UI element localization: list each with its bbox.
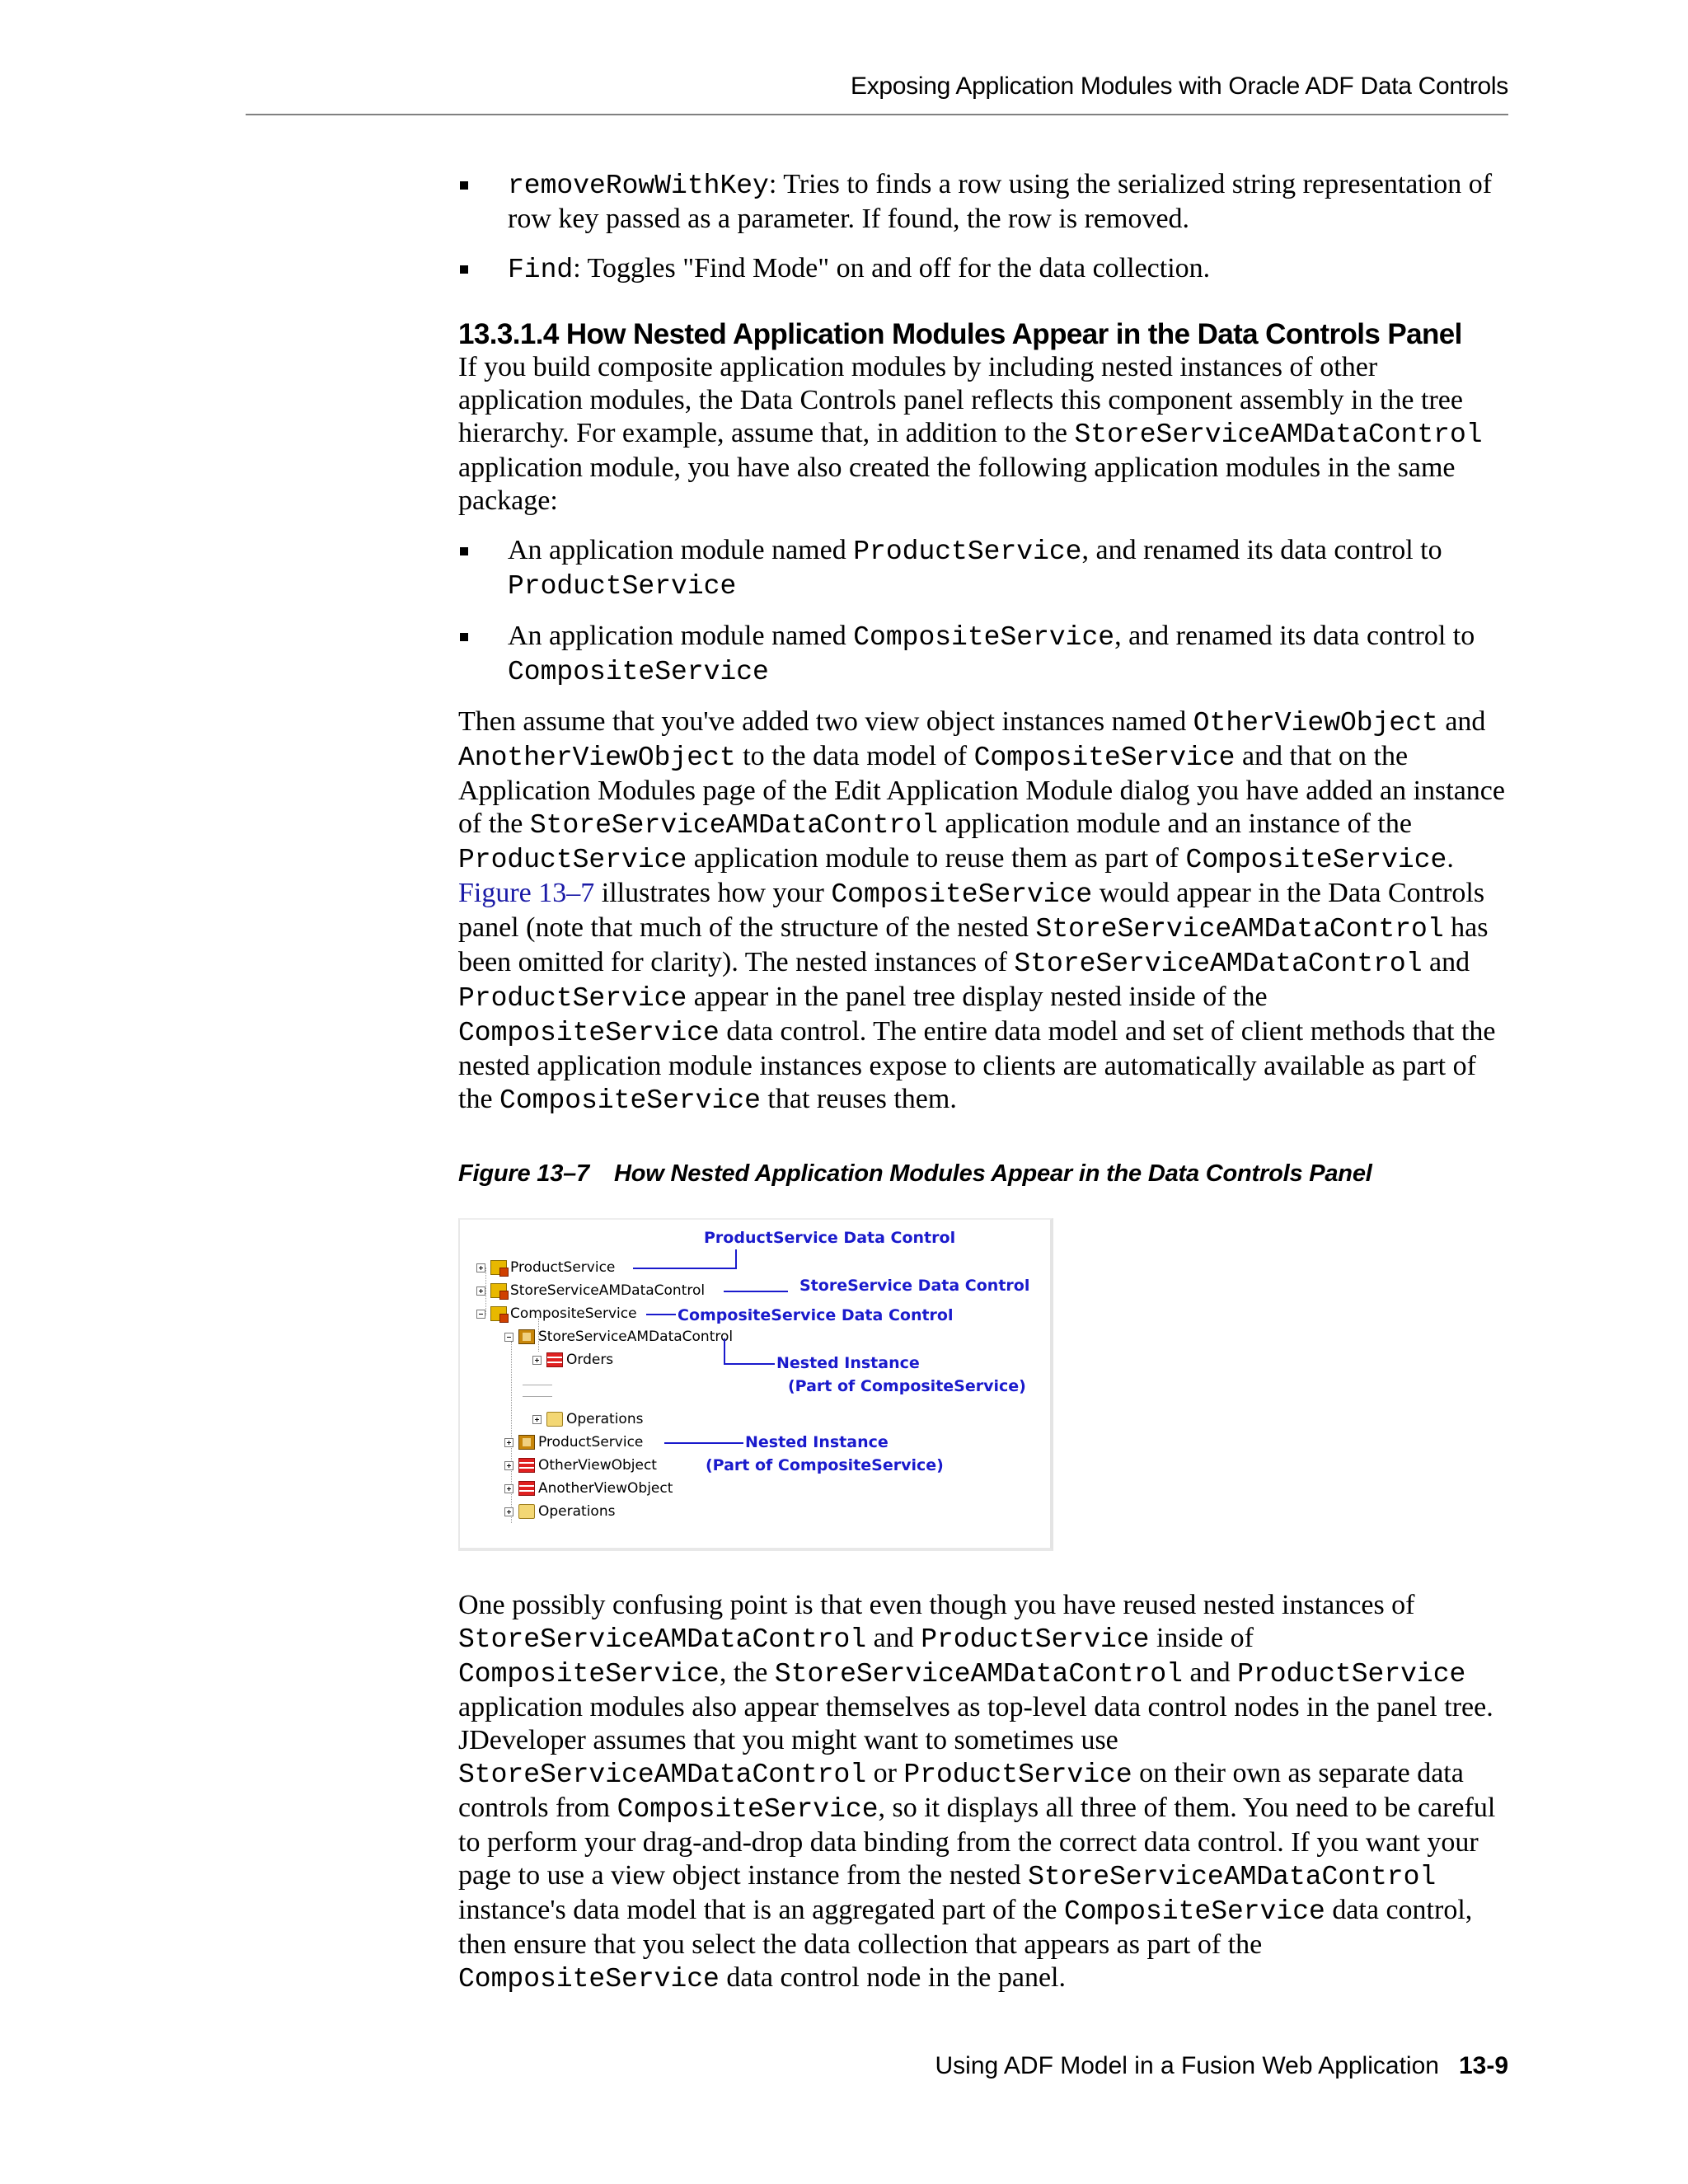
code-term: StoreServiceAMDataControl <box>774 1659 1183 1690</box>
header-rule <box>246 114 1508 115</box>
code-term: StoreServiceAMDataControl <box>458 1760 867 1790</box>
data-control-icon <box>490 1283 507 1298</box>
callout-nested-1: Nested Instance <box>776 1354 920 1372</box>
text-run: , so it displays all three of them. You need to be careful to perform your drag-and-drop data binding from the correct data control. If you want your page to use a view object instance from the nested <box>458 1793 1496 1891</box>
folder-icon <box>546 1412 563 1427</box>
tree-node-other-view-object[interactable] <box>504 1455 657 1475</box>
code-term: CompositeService <box>499 1085 761 1116</box>
callout-line <box>724 1338 725 1363</box>
tree-node-operations[interactable] <box>504 1502 615 1521</box>
text-run: and <box>1183 1657 1238 1688</box>
code-term: ProductService <box>458 845 687 875</box>
code-term: ProductService <box>853 537 1082 567</box>
bullet-square-icon <box>460 547 468 555</box>
tree-node-composite-service[interactable] <box>476 1304 637 1324</box>
code-term: StoreServiceAMDataControl <box>1035 914 1444 944</box>
text-run: that reuses them. <box>760 1084 957 1114</box>
data-control-icon <box>490 1260 507 1275</box>
callout-nested-1-detail: (Part of CompositeService) <box>788 1377 1026 1395</box>
text-run: to the data model of <box>735 741 974 771</box>
code-term: CompositeService <box>973 743 1236 773</box>
code-term: StoreServiceAMDataControl <box>458 1624 867 1655</box>
tree-node-store-service[interactable] <box>476 1281 705 1301</box>
callout-line <box>724 1291 788 1292</box>
tree-node-orders[interactable] <box>532 1350 613 1370</box>
application-module-icon <box>518 1435 535 1450</box>
tree-node-label: ProductService <box>538 1434 644 1451</box>
callout-product-dc: ProductService Data Control <box>704 1229 956 1247</box>
running-header: Exposing Application Modules with Oracle ADF Data Controls <box>851 73 1508 100</box>
code-term: StoreServiceAMDataControl <box>1074 419 1483 450</box>
expand-icon[interactable] <box>504 1438 513 1447</box>
figure-title: How Nested Application Modules Appear in the Data Controls Panel <box>614 1160 1372 1187</box>
figure-link[interactable]: Figure 13–7 <box>458 878 595 908</box>
callout-composite-dc: CompositeService Data Control <box>678 1306 954 1324</box>
callout-line <box>735 1249 737 1268</box>
view-object-icon <box>546 1352 563 1367</box>
page-footer <box>935 2052 1508 2080</box>
code-term: ProductService <box>903 1760 1132 1790</box>
tree-node-label: OtherViewObject <box>538 1457 657 1474</box>
tree-node-nested-product[interactable] <box>504 1432 643 1452</box>
tree-node-label: AnotherViewObject <box>538 1480 673 1497</box>
callout-line <box>646 1314 676 1315</box>
text-run: application modules also appear themselves as top-level data control nodes in the panel tree. JDeveloper assumes that you might want to sometimes use <box>458 1692 1493 1755</box>
code-term: CompositeService <box>458 1964 720 1994</box>
folder-icon <box>518 1504 535 1519</box>
tree-node-label: ProductService <box>510 1259 616 1276</box>
text-run: If you build composite application modules by including nested instances of other application modules, the Data Controls panel reflects this component assembly in the tree hierarchy. For example, assume that, in addition to the <box>458 352 1463 448</box>
figure-caption <box>458 1159 1508 1188</box>
code-term: CompositeService <box>1185 845 1447 875</box>
tree-node-label: CompositeService <box>510 1305 637 1322</box>
bullet-text: : Tries to finds a row using the serialized string representation of row key passed as a parameter. If found, the row is removed. <box>508 169 1493 234</box>
bullet-item <box>458 252 1508 287</box>
code-term: Find <box>508 255 574 285</box>
code-term: ProductService <box>921 1624 1150 1655</box>
code-term: CompositeService <box>508 657 769 687</box>
collapse-icon[interactable] <box>504 1333 513 1342</box>
callout-line <box>724 1363 775 1365</box>
text-run: data control, then ensure that you select the data collection that appears as part of the <box>458 1895 1473 1960</box>
text-run: appear in the panel tree display nested inside of the <box>687 982 1268 1012</box>
text-run: has been omitted for clarity). The nested instances of <box>458 912 1489 977</box>
footer-title: Using ADF Model in a Fusion Web Application <box>935 2052 1439 2079</box>
bullet-item <box>458 534 1508 603</box>
tree-node-label: StoreServiceAMDataControl <box>510 1282 706 1299</box>
tree-node-label: Orders <box>566 1352 614 1368</box>
code-term: ProductService <box>508 571 737 602</box>
expand-icon[interactable] <box>504 1461 513 1470</box>
text-run: and <box>1437 706 1486 737</box>
text-run: One possibly confusing point is that even though you have reused nested instances of <box>458 1590 1415 1620</box>
data-control-icon <box>490 1306 507 1321</box>
text-run: Then assume that you've added two view object instances named <box>458 706 1193 737</box>
code-term: StoreServiceAMDataControl <box>1014 949 1423 979</box>
text-run: An application module named <box>508 621 854 651</box>
tree-node-label: Operations <box>566 1411 644 1427</box>
callout-line <box>664 1442 743 1444</box>
text-run: , and renamed its data control to <box>1081 535 1442 565</box>
text-run: application module, you have also created the following application modules in the same package: <box>458 452 1456 516</box>
bullet-item <box>458 620 1508 689</box>
collapse-icon[interactable] <box>476 1310 485 1319</box>
expand-icon[interactable] <box>532 1356 542 1365</box>
code-term: ProductService <box>1237 1659 1466 1690</box>
code-term: removeRowWithKey <box>508 171 769 201</box>
bullet-square-icon <box>460 633 468 641</box>
text-run: data control node in the panel. <box>719 1962 1066 1993</box>
code-term: AnotherViewObject <box>458 743 736 773</box>
text-run: and <box>866 1623 921 1653</box>
text-run: , the <box>719 1657 775 1688</box>
text-run: inside of <box>1149 1623 1254 1653</box>
code-term: OtherViewObject <box>1193 708 1438 738</box>
bullet-square-icon <box>460 181 468 190</box>
text-run: would appear in the Data Controls panel (note that much of the structure of the nested <box>458 878 1485 943</box>
bullet-item <box>458 168 1508 236</box>
code-term: ProductService <box>458 983 687 1014</box>
text-run: and that on the Application Modules page of the Edit Application Module dialog you have added an instance of the <box>458 741 1505 839</box>
code-term: CompositeService <box>853 622 1115 653</box>
code-term: CompositeService <box>831 879 1093 910</box>
code-term: StoreServiceAMDataControl <box>529 810 938 841</box>
callout-nested-2: Nested Instance <box>745 1433 889 1451</box>
expand-icon[interactable] <box>476 1286 485 1296</box>
text-run: An application module named <box>508 535 854 565</box>
text-run: , and renamed its data control to <box>1114 621 1475 651</box>
expand-icon[interactable] <box>504 1484 513 1493</box>
view-object-icon <box>518 1458 535 1473</box>
code-term: CompositeService <box>1063 1896 1325 1927</box>
data-controls-panel-figure <box>458 1218 1053 1551</box>
text-run: . <box>1447 843 1454 874</box>
text-run: and <box>1422 947 1470 977</box>
code-term: CompositeService <box>617 1794 879 1825</box>
tree-node-product-service[interactable] <box>476 1258 615 1277</box>
code-term: CompositeService <box>458 1659 720 1690</box>
text-run: on their own as separate data controls from <box>458 1758 1464 1823</box>
application-module-icon <box>518 1329 535 1344</box>
text-run: instance's data model that is an aggregated part of the <box>458 1895 1064 1925</box>
text-run: data control. The entire data model and set of client methods that the nested application module instances expose to clients are automatically available as part of the <box>458 1016 1496 1114</box>
callout-store-dc: StoreService Data Control <box>799 1277 1030 1295</box>
tree-node-label: StoreServiceAMDataControl <box>538 1329 734 1345</box>
expand-icon[interactable] <box>504 1507 513 1516</box>
figure-number: Figure 13–7 <box>458 1160 589 1187</box>
tree-node-label: Operations <box>538 1503 616 1520</box>
omitted-marker <box>523 1396 552 1397</box>
page-number: 13-9 <box>1458 2052 1508 2079</box>
callout-nested-2-detail: (Part of CompositeService) <box>706 1456 944 1474</box>
code-term: StoreServiceAMDataControl <box>1028 1862 1437 1892</box>
text-run: application module and an instance of the <box>937 808 1412 839</box>
bullet-text: : Toggles "Find Mode" on and off for the data collection. <box>573 253 1211 284</box>
tree-node-operations-nested[interactable] <box>532 1409 643 1429</box>
bullet-square-icon <box>460 265 468 274</box>
expand-icon[interactable] <box>532 1415 542 1424</box>
paragraph-2 <box>458 705 1508 1118</box>
tree-node-another-view-object[interactable] <box>504 1479 673 1498</box>
paragraph-1 <box>458 351 1508 518</box>
page-content <box>458 168 1508 1996</box>
text-run: or <box>866 1758 904 1788</box>
code-term: CompositeService <box>458 1018 720 1048</box>
callout-line <box>633 1268 737 1269</box>
paragraph-3 <box>458 1589 1508 1996</box>
text-run: illustrates how your <box>594 878 832 908</box>
view-object-icon <box>518 1481 535 1496</box>
tree-node-nested-store[interactable] <box>504 1327 733 1347</box>
section-heading: 13.3.1.4 How Nested Application Modules Appear in the Data Controls Panel <box>458 318 1462 350</box>
text-run: application module to reuse them as part of <box>687 843 1186 874</box>
expand-icon[interactable] <box>476 1263 485 1272</box>
